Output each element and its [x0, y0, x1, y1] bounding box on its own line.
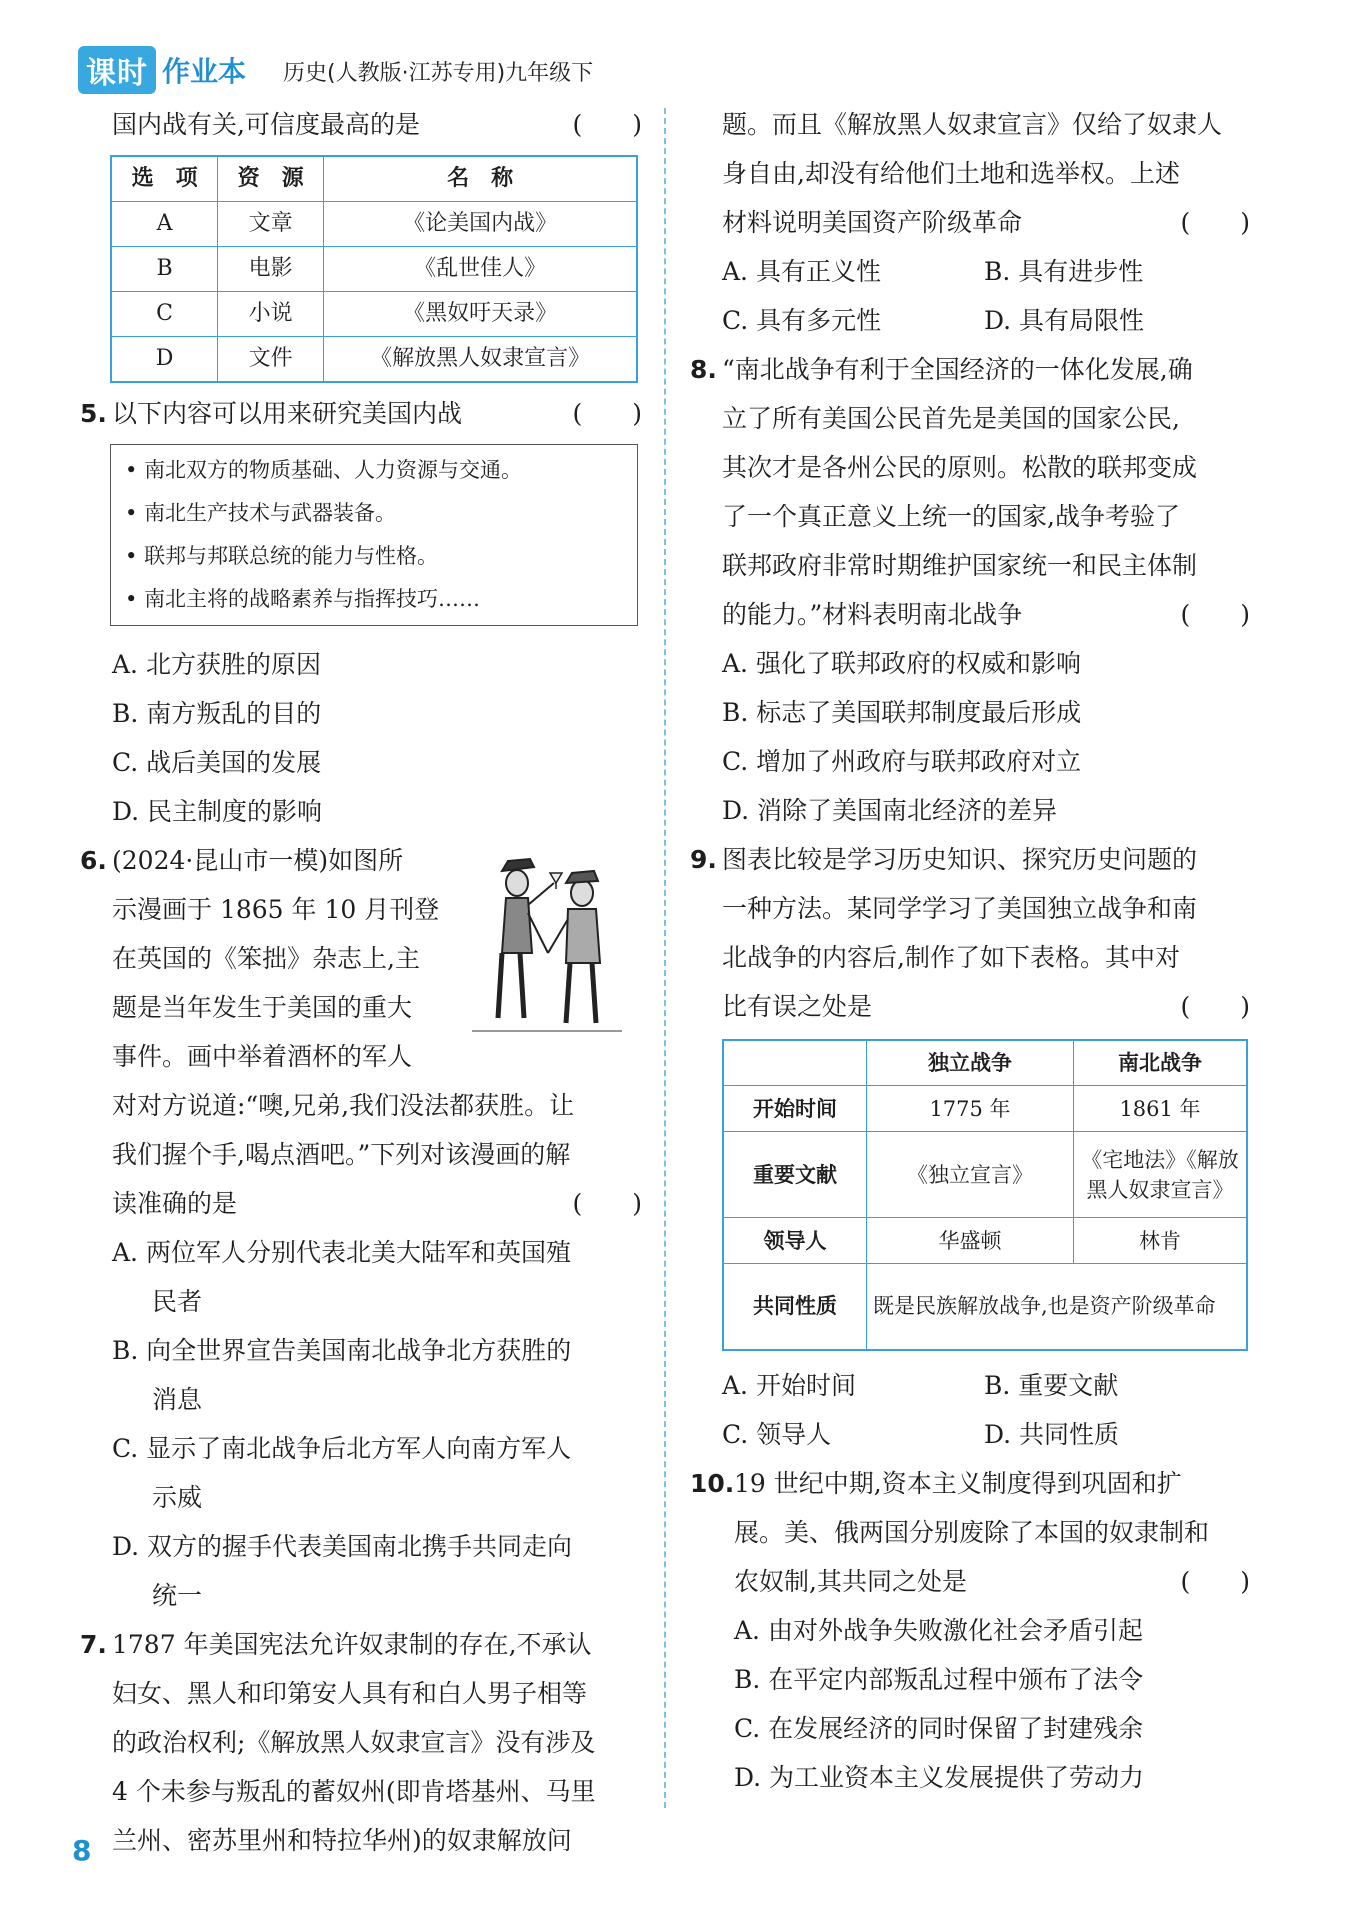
table-cell: 华盛顿	[867, 1218, 1074, 1264]
stem-line: 对对方说道:“噢,兄弟,我们没法都获胜。让	[112, 1091, 575, 1120]
table-row	[723, 1218, 1247, 1264]
answer-option[interactable]: A. 具有正义性	[722, 257, 881, 286]
answer-bracket[interactable]: ( )	[1180, 600, 1250, 629]
answer-option[interactable]: B. 具有进步性	[984, 257, 1144, 286]
stem-line: 题。而且《解放黑人奴隶宣言》仅给了奴隶人	[722, 110, 1223, 139]
answer-bracket[interactable]: ( )	[1180, 992, 1250, 1021]
answer-option[interactable]: C. 具有多元性	[722, 306, 882, 335]
answer-option[interactable]: A. 北方获胜的原因	[112, 650, 321, 679]
stem-line: 事件。画中举着酒杯的军人	[112, 1042, 413, 1071]
table-cell: 1861 年	[1074, 1086, 1248, 1132]
answer-option[interactable]: D. 为工业资本主义发展提供了劳动力	[734, 1762, 1145, 1792]
answer-option[interactable]: B. 标志了美国联邦制度最后形成	[722, 698, 1082, 727]
table-cell: 林肯	[1074, 1218, 1248, 1264]
option-row	[690, 1410, 1250, 1459]
bullet-item: • 南北主将的战略素养与指挥技巧……	[125, 578, 623, 621]
question-8-stem: 8. “南北战争有利于全国经济的一体化发展,确	[690, 345, 1250, 394]
stem-line: 妇女、黑人和印第安人具有和白人男子相等	[112, 1679, 588, 1708]
question-number: 9.	[690, 845, 717, 874]
option-row	[690, 296, 1250, 345]
answer-option[interactable]: B. 重要文献	[984, 1370, 1119, 1400]
answer-option[interactable]: B. 在平定内部叛乱过程中颁布了法令	[734, 1664, 1144, 1694]
answer-option[interactable]: A. 开始时间	[722, 1370, 856, 1400]
table-header	[723, 1040, 867, 1086]
table-row	[723, 1086, 1247, 1132]
stem-line: 在英国的《笨拙》杂志上,主	[112, 944, 420, 973]
question-number: 8.	[690, 355, 717, 384]
bullet-item: • 南北生产技术与武器装备。	[125, 492, 623, 535]
question-number: 7.	[80, 1630, 107, 1659]
stem-line: 的政治权利;《解放黑人奴隶宣言》没有涉及	[112, 1728, 596, 1757]
table-cell: A	[111, 202, 218, 247]
comparison-table	[722, 1039, 1248, 1351]
question-number: 5.	[80, 399, 107, 428]
table-row	[723, 1264, 1247, 1350]
table-header: 南北战争	[1074, 1040, 1248, 1086]
question-number: 6.	[80, 846, 107, 875]
answer-option[interactable]: D. 民主制度的影响	[112, 797, 323, 826]
table-cell: 《宅地法》《解放黑人奴隶宣言》	[1074, 1132, 1248, 1218]
answer-option-cont: 示威	[152, 1483, 203, 1512]
stem-line: 读准确的是 ( )	[80, 1179, 642, 1228]
answer-option-cont: 民者	[152, 1287, 203, 1316]
row-header: 共同性质	[723, 1264, 867, 1350]
answer-option[interactable]: D. 具有局限性	[984, 306, 1145, 335]
stem-line: 立了所有美国公民首先是美国的国家公民,	[722, 404, 1180, 433]
table-row	[111, 202, 637, 247]
stem-line: 兰州、密苏里州和特拉华州)的奴隶解放问	[112, 1826, 572, 1855]
answer-option[interactable]: B. 向全世界宣告美国南北战争北方获胜的	[112, 1336, 572, 1365]
answer-option-cont: 统一	[152, 1581, 203, 1610]
stem-line: 一种方法。某同学学习了美国独立战争和南	[722, 894, 1198, 923]
option-row	[690, 247, 1250, 296]
stem-line: 题是当年发生于美国的重大	[112, 993, 413, 1022]
logo-mark: 课时	[78, 46, 156, 94]
table-cell: 《解放黑人奴隶宣言》	[324, 337, 637, 383]
table-cell: B	[111, 247, 218, 292]
answer-option[interactable]: A. 两位军人分别代表北美大陆军和英国殖	[112, 1238, 571, 1267]
material-box	[110, 444, 638, 626]
stem-line: 其次才是各州公民的原则。松散的联邦变成	[722, 453, 1198, 482]
answer-bracket[interactable]: ( )	[1180, 1566, 1250, 1596]
table-cell: 电影	[218, 247, 324, 292]
answer-option[interactable]: D. 消除了美国南北经济的差异	[722, 796, 1058, 825]
table-cell: D	[111, 337, 218, 383]
answer-option[interactable]: D. 共同性质	[984, 1419, 1120, 1449]
table-header: 名 称	[324, 156, 637, 202]
stem-line: 我们握个手,喝点酒吧。”下列对该漫画的解	[112, 1140, 571, 1169]
answer-option[interactable]: D. 双方的握手代表美国南北携手共同走向	[112, 1532, 573, 1561]
table-cell: C	[111, 292, 218, 337]
question-5-stem: 5. 以下内容可以用来研究美国内战 ( )	[80, 389, 642, 438]
table-cell: 《乱世佳人》	[324, 247, 637, 292]
table-header: 选 项	[111, 156, 218, 202]
table-row	[111, 247, 637, 292]
table-row	[111, 337, 637, 383]
table-cell: 小说	[218, 292, 324, 337]
answer-option[interactable]: C. 战后美国的发展	[112, 748, 322, 777]
answer-option[interactable]: C. 在发展经济的同时保留了封建残余	[734, 1713, 1144, 1743]
stem-line: 北战争的内容后,制作了如下表格。其中对	[722, 943, 1180, 972]
cartoon-illustration	[462, 843, 632, 1043]
answer-option[interactable]: C. 领导人	[722, 1419, 832, 1449]
question-4-stem: 国内战有关,可信度最高的是 ( )	[80, 100, 642, 149]
stem-line: 的能力。”材料表明南北战争 ( )	[690, 590, 1250, 639]
wine-glass-icon	[550, 873, 562, 889]
question-6-stem: 6. (2024·昆山市一模)如图所	[80, 836, 642, 885]
row-header: 领导人	[723, 1218, 867, 1264]
stem-line: 展。美、俄两国分别废除了本国的奴隶制和	[734, 1517, 1210, 1547]
stem-line: 4 个未参与叛乱的蓄奴州(即肯塔基州、马里	[112, 1777, 596, 1806]
logo-text: 作业本	[162, 55, 247, 88]
answer-bracket[interactable]: ( )	[572, 399, 642, 428]
answer-option[interactable]: C. 显示了南北战争后北方军人向南方军人	[112, 1434, 572, 1463]
bullet-item: • 南北双方的物质基础、人力资源与交通。	[125, 449, 623, 492]
table-row	[723, 1132, 1247, 1218]
answer-bracket[interactable]: ( )	[1180, 208, 1250, 237]
table-cell: 1775 年	[867, 1086, 1074, 1132]
question-number: 10.	[690, 1468, 735, 1498]
row-header: 开始时间	[723, 1086, 867, 1132]
answer-option[interactable]: A. 由对外战争失败激化社会矛盾引起	[734, 1615, 1143, 1645]
right-column	[690, 100, 1250, 1802]
table-cell: 《独立宣言》	[867, 1132, 1074, 1218]
bullet-item: • 联邦与邦联总统的能力与性格。	[125, 535, 623, 578]
question-10-stem: 10.19 世纪中期,资本主义制度得到巩固和扩	[690, 1459, 1250, 1508]
table-cell-merged: 既是民族解放战争,也是资产阶级革命	[867, 1264, 1248, 1350]
column-divider	[664, 108, 666, 1808]
soldier-right-figure	[548, 871, 600, 1023]
stem-line: 农奴制,其共同之处是 ( )	[690, 1557, 1250, 1606]
table-cell: 《论美国内战》	[324, 202, 637, 247]
stem-line: 了一个真正意义上统一的国家,战争考验了	[722, 502, 1180, 531]
stem-line: 材料说明美国资产阶级革命 ( )	[690, 198, 1250, 247]
row-header: 重要文献	[723, 1132, 867, 1218]
answer-option[interactable]: B. 南方叛乱的目的	[112, 699, 322, 728]
stem-line: 示漫画于 1865 年 10 月刊登	[112, 895, 440, 924]
question-9-stem: 9. 图表比较是学习历史知识、探究历史问题的	[690, 835, 1250, 884]
table-header: 资 源	[218, 156, 324, 202]
table-cell: 文章	[218, 202, 324, 247]
table-header-row	[723, 1040, 1247, 1086]
table-cell: 文件	[218, 337, 324, 383]
answer-bracket[interactable]: ( )	[572, 110, 642, 139]
book-subtitle: 历史(人教版·江苏专用)九年级下	[283, 61, 594, 86]
stem-line: 身自由,却没有给他们土地和选举权。上述	[722, 159, 1180, 188]
question-7-stem: 7. 1787 年美国宪法允许奴隶制的存在,不承认	[80, 1620, 642, 1669]
logo	[78, 46, 246, 94]
table-row	[111, 292, 637, 337]
page-header	[78, 46, 1278, 96]
stem-line: 联邦政府非常时期维护国家统一和民主体制	[722, 551, 1198, 580]
table-header: 独立战争	[867, 1040, 1074, 1086]
source-table	[110, 155, 638, 383]
answer-option-cont: 消息	[152, 1385, 203, 1414]
table-header-row	[111, 156, 637, 202]
table-cell: 《黑奴吁天录》	[324, 292, 637, 337]
option-row	[690, 1361, 1250, 1410]
page-number: 8	[72, 1834, 92, 1867]
answer-bracket[interactable]: ( )	[572, 1189, 642, 1218]
answer-option[interactable]: A. 强化了联邦政府的权威和影响	[722, 649, 1081, 678]
soldier-left-figure	[498, 859, 554, 1018]
stem-line: 比有误之处是 ( )	[690, 982, 1250, 1031]
answer-option[interactable]: C. 增加了州政府与联邦政府对立	[722, 747, 1082, 776]
